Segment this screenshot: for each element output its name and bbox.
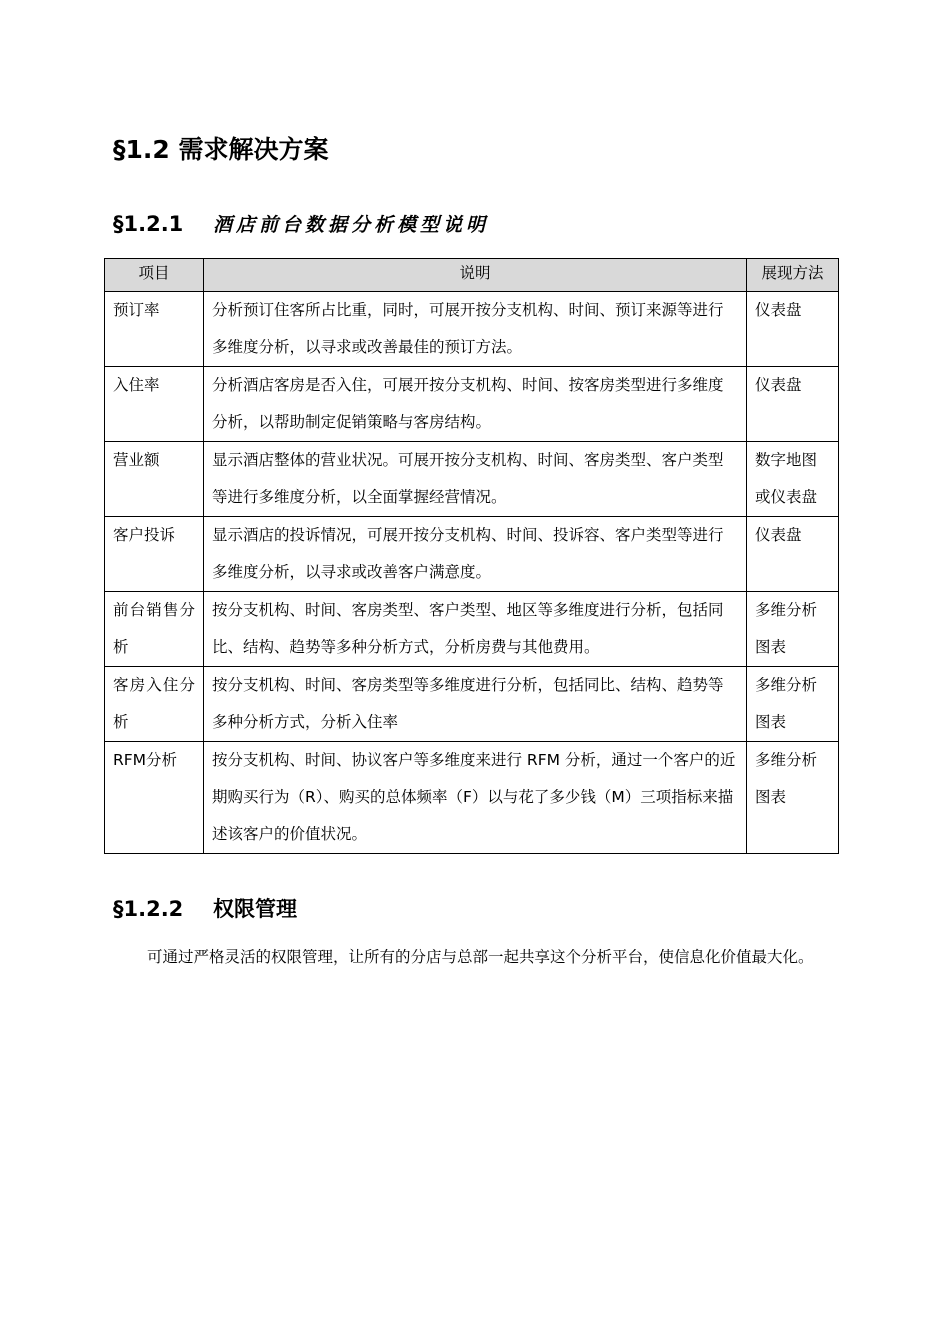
- subsection-title: 权限管理: [213, 897, 297, 921]
- column-header-description: 说明: [204, 259, 747, 292]
- row-item: 预订率: [105, 292, 204, 367]
- row-method: 多维分析图表: [747, 742, 839, 854]
- row-description: 分析预订住客所占比重，同时，可展开按分支机构、时间、预订来源等进行多维度分析，以寻求或改善最佳的预订方法。: [204, 292, 747, 367]
- row-method: 仪表盘: [747, 367, 839, 442]
- subsection-heading-model: [113, 209, 489, 240]
- permissions-paragraph: 可通过严格灵活的权限管理，让所有的分店与总部一起共享这个分析平台，使信息化价值最大化。: [147, 948, 814, 966]
- table-row: [105, 742, 839, 854]
- subsection-number: §1.2.1: [113, 212, 184, 236]
- row-item: 营业额: [105, 442, 204, 517]
- table-row: [105, 367, 839, 442]
- row-method: 多维分析图表: [747, 667, 839, 742]
- table-row: [105, 667, 839, 742]
- row-method: 多维分析图表: [747, 592, 839, 667]
- column-header-item: 项目: [105, 259, 204, 292]
- section-heading: §1.2 需求解决方案: [113, 135, 329, 164]
- row-description: 按分支机构、时间、客房类型、客户类型、地区等多维度进行分析，包括同比、结构、趋势等多种分析方式，分析房费与其他费用。: [204, 592, 747, 667]
- row-item: 客户投诉: [105, 517, 204, 592]
- row-description: 显示酒店的投诉情况，可展开按分支机构、时间、投诉容、客户类型等进行多维度分析，以寻求或改善客户满意度。: [204, 517, 747, 592]
- row-method: 仪表盘: [747, 292, 839, 367]
- row-description: 按分支机构、时间、协议客户等多维度来进行 RFM 分析，通过一个客户的近期购买行为（R）、购买的总体频率（F）以与花了多少钱（M）三项指标来描述该客户的价值状况。: [204, 742, 747, 854]
- row-description: 按分支机构、时间、客房类型等多维度进行分析，包括同比、结构、趋势等多种分析方式，分析入住率: [204, 667, 747, 742]
- subsection-heading-permissions: [113, 894, 297, 924]
- row-method: 仪表盘: [747, 517, 839, 592]
- row-item: 入住率: [105, 367, 204, 442]
- analysis-model-table: [104, 258, 839, 854]
- column-header-method: 展现方法: [747, 259, 839, 292]
- table-row: [105, 592, 839, 667]
- table-row: [105, 442, 839, 517]
- table-row: [105, 292, 839, 367]
- row-item: 客房入住分析: [105, 667, 204, 742]
- table-row: [105, 517, 839, 592]
- row-item: RFM分析: [105, 742, 204, 854]
- row-item: 前台销售分析: [105, 592, 204, 667]
- table-header-row: [105, 259, 839, 292]
- row-method: 数字地图或仪表盘: [747, 442, 839, 517]
- subsection-number: §1.2.2: [113, 897, 184, 921]
- subsection-title: 酒店前台数据分析模型说明: [213, 214, 490, 236]
- row-description: 显示酒店整体的营业状况。可展开按分支机构、时间、客房类型、客户类型等进行多维度分析，以全面掌握经营情况。: [204, 442, 747, 517]
- row-description: 分析酒店客房是否入住，可展开按分支机构、时间、按客房类型进行多维度分析，以帮助制定促销策略与客房结构。: [204, 367, 747, 442]
